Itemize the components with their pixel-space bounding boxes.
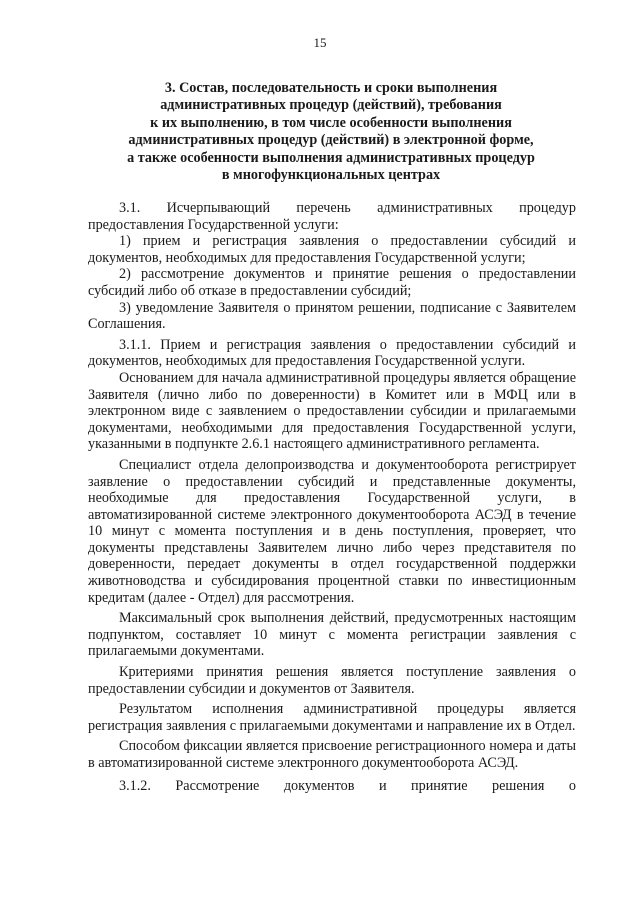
last-line-word: 3.1.2.	[119, 777, 151, 794]
paragraph-basis: Основанием для начала административной процедуры является обращение Заявителя (лично либо по доверенности) в Комитет или в МФЦ или в электронном виде с заявлением о предоставлении субсидии и прилагаемыми документами, необходимыми для предоставления Государственной услуги, указанными в подпункте 2.6.1 настоящего административного регламента.	[88, 369, 576, 453]
paragraph-specialist: Специалист отдела делопроизводства и документооборота регистрирует заявление о предоставлении субсидий и представленные документы, необходимые для предоставления Государственной услуги, в автоматизированной системе электронного документооборота АСЭД в течение 10 минут с момента поступления и в день поступления, проверяет, что документы представлены Заявителем лично либо через представителя по доверенности, передает документы в отдел государственной поддержки животноводства и субсидирования процентной ставки по инвестиционным кредитам (далее - Отдел) для рассмотрения.	[88, 456, 576, 606]
heading-line: административных процедур (действий) в электронной форме,	[128, 132, 534, 149]
heading-line: административных процедур (действий), требования	[160, 97, 502, 114]
paragraph-fixation: Способом фиксации является присвоение регистрационного номера и даты в автоматизированной системе электронного документооборота АСЭД.	[88, 738, 576, 771]
paragraph-3-1-1: 3.1.1. Прием и регистрация заявления о предоставлении субсидий и документов, необходимых для предоставления Государственной услуги.	[88, 336, 576, 370]
paragraph-3-1-2-start	[88, 778, 576, 795]
section-heading	[96, 80, 566, 184]
list-item-3: 3) уведомление Заявителя о принятом решении, подписание с Заявителем Соглашения.	[88, 299, 576, 333]
last-line-word: принятие	[411, 777, 468, 794]
list-item-1: 1) прием и регистрация заявления о предоставлении субсидий и документов, необходимых для предоставления Государственной услуги;	[88, 233, 576, 266]
heading-line: к их выполнению, в том числе особенности выполнения	[150, 114, 512, 131]
last-line-word: Рассмотрение	[175, 777, 260, 794]
heading-line: в многофункциональных центрах	[221, 167, 441, 184]
body-text	[88, 200, 576, 794]
last-line-word: документов	[283, 777, 355, 794]
paragraph-max-time: Максимальный срок выполнения действий, предусмотренных настоящим подпунктом, составляет 10 минут с момента регистрации заявления с прилагаемыми документами.	[88, 610, 576, 660]
last-line-word: и	[378, 777, 387, 794]
paragraph-3-1: 3.1. Исчерпывающий перечень административных процедур предоставления Государственной услуги:	[88, 200, 576, 233]
heading-line: а также особенности выполнения административных процедур	[127, 149, 535, 166]
page-number: 15	[313, 35, 327, 50]
heading-line: 3. Состав, последовательность и сроки выполнения	[164, 80, 498, 96]
paragraph-criteria: Критериями принятия решения является поступление заявления о предоставлении субсидии и документов от Заявителя.	[88, 664, 576, 697]
last-line-word: о	[568, 777, 576, 794]
list-item-2: 2) рассмотрение документов и принятие решения о предоставлении субсидий либо об отказе в предоставлении субсидий;	[88, 266, 576, 299]
last-line-word: решения	[492, 777, 545, 794]
paragraph-result: Результатом исполнения административной процедуры является регистрация заявления с прилагаемыми документами и направление их в Отдел.	[88, 701, 576, 734]
